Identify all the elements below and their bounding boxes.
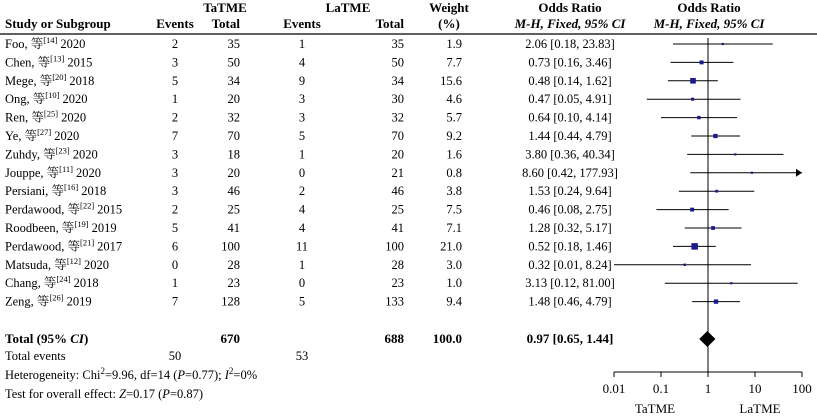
study-total1: 41 [227,221,240,235]
study-events1: 6 [171,239,179,254]
study-total2: 21 [391,165,404,180]
study-total1: 18 [227,147,240,162]
study-name: Foo, 等[14] 2020 [5,35,86,51]
study-events1: 2 [171,202,179,217]
study-weight: 7.1 [446,221,462,235]
study-name: Zeng, 等[26] 2019 [5,292,92,309]
study-weight: 7.5 [446,202,462,217]
study-total1: 35 [227,37,240,51]
study-ci: 1.53 [0.24, 9.64] [528,184,612,199]
study-name: Persiani, 等[16] 2018 [5,182,107,199]
study-events1: 5 [171,221,179,235]
study-events2: 1 [298,37,306,51]
study-events2: 9 [298,73,306,88]
overall-effect-text: Test for overall effect: Z=0.17 (P=0.87) [5,387,204,401]
study-total2: 25 [391,202,404,217]
study-events2: 4 [298,55,306,70]
study-weight: 21.0 [440,239,462,254]
total-weight-value: 100.0 [432,331,462,346]
axis-tick-label: 0.1 [652,381,670,396]
study-total2: 30 [391,92,404,107]
axis-tick-label: 1 [704,381,712,396]
study-total2: 28 [391,257,404,272]
study-weight: 3.8 [446,184,462,199]
study-ci: 0.32 [0.01, 8.24] [528,257,612,272]
study-name: Ong, 等[10] 2020 [5,90,88,107]
study-total1: 28 [227,257,240,272]
study-rows [5,35,618,309]
study-total1: 25 [227,202,240,217]
study-events1: 2 [171,37,179,51]
study-weight: 3.0 [446,257,462,272]
study-weight: 9.4 [446,294,462,309]
study-events1: 1 [171,276,179,291]
study-weight: 1.0 [446,276,462,291]
study-ci: 0.64 [0.10, 4.14] [528,110,612,125]
study-square [714,299,718,303]
study-name: Chang, 等[24] 2018 [5,274,99,291]
study-square [684,264,686,266]
study-total1: 70 [227,129,240,143]
study-ci: 0.73 [0.16, 3.46] [528,55,612,70]
axis-tick-label: 100 [792,381,812,396]
study-events2: 1 [298,257,306,272]
study-events1: 3 [171,55,179,70]
study-square [690,78,696,84]
study-events1: 0 [171,257,179,272]
study-name: Matsuda, 等[12] 2020 [5,255,109,272]
total2-value: 688 [384,331,404,346]
study-events1: 7 [171,294,179,309]
study-total1: 34 [227,73,240,88]
events2-header: Events [283,16,321,31]
study-name: Jouppe, 等[11] 2020 [5,163,102,180]
study-name: Zuhdy, 等[23] 2020 [5,145,98,162]
study-ci: 3.80 [0.36, 40.34] [525,147,615,162]
study-square [751,172,753,174]
heterogeneity-text: Heterogeneity: Chi$^2$=9.96, df=14 (P=0.77); $I^2=0\%$ [5,366,258,382]
study-weight: 9.2 [446,129,462,143]
group1-header: TaTME [203,0,247,15]
study-total2: 35 [391,37,404,51]
plot-method-header: M-H, Fixed, 95% CI [653,16,765,31]
study-square [697,116,700,119]
study-column-header: Study or Subgroup [5,16,111,31]
odds-ratio-header: Odds Ratio [538,0,602,15]
summary-diamond [699,331,715,347]
study-total1: 128 [221,294,240,309]
study-ci: 2.06 [0.18, 23.83] [525,37,615,51]
study-events2: 4 [298,221,306,235]
study-total1: 32 [227,110,240,125]
study-events1: 7 [171,129,179,143]
x-axis [603,372,812,416]
study-weight: 1.6 [446,147,462,162]
study-total2: 32 [391,110,404,125]
study-square [713,134,717,138]
total2-header: Total [375,16,404,31]
study-weight: 5.7 [446,110,462,125]
weight-unit-header: (%) [438,16,460,31]
events1-header: Events [156,16,194,31]
study-ci: 1.44 [0.44, 4.79] [528,129,612,143]
study-square [722,43,724,45]
study-total1: 20 [227,165,240,180]
study-total1: 23 [227,276,240,291]
study-total2: 20 [391,147,404,162]
weight-header: Weight [429,0,469,15]
study-square [691,98,694,101]
study-ci: 1.28 [0.32, 5.17] [528,221,612,235]
study-ci: 3.13 [0.12, 81.00] [525,276,615,291]
forest-plot-area [614,38,802,372]
study-events1: 1 [171,92,179,107]
study-name: Perdawood, 等[22] 2015 [5,200,123,217]
study-events2: 3 [298,92,306,107]
study-events2: 2 [298,184,306,199]
study-total2: 46 [391,184,404,199]
study-total2: 70 [391,129,404,143]
total-events-label: Total events [5,349,66,363]
study-events1: 2 [171,110,179,125]
study-name: Chen, 等[13] 2015 [5,53,93,70]
study-events2: 0 [298,165,306,180]
study-events2: 1 [298,147,306,162]
study-events1: 3 [171,147,179,162]
group2-header: LaTME [325,0,371,15]
study-events1: 3 [171,165,179,180]
study-weight: 1.9 [446,37,462,51]
study-events2: 5 [298,129,306,143]
study-ci: 1.48 [0.46, 4.79] [528,294,612,309]
study-total1: 50 [227,55,240,70]
study-events2: 4 [298,202,306,217]
study-weight: 7.7 [446,55,462,70]
total-ci-value: 0.97 [0.65, 1.44] [526,331,614,346]
total-label: Total (95% CI) [5,331,89,346]
study-ci: 0.48 [0.14, 1.62] [528,73,612,88]
study-events2: 11 [295,239,309,254]
study-name: Mege, 等[20] 2018 [5,71,95,88]
axis-tick-label: 0.01 [602,381,626,396]
study-square [734,153,736,155]
total1-header: Total [211,16,240,31]
study-events2: 3 [298,110,306,125]
study-square [690,208,694,212]
study-total1: 20 [227,92,240,107]
study-total2: 100 [385,239,404,254]
study-events1: 5 [171,73,179,88]
study-total2: 50 [391,55,404,70]
favours-right-label: LaTME [739,401,781,416]
axis-tick-label: 10 [748,381,762,396]
study-name: Roodbeen, 等[19] 2019 [5,219,117,235]
study-total1: 46 [227,184,240,199]
study-events1: 3 [171,184,179,199]
study-ci: 8.60 [0.42, 177.93] [522,165,618,180]
study-square [711,226,715,230]
study-ci: 0.47 [0.05, 4.91] [528,92,612,107]
study-events2: 5 [298,294,306,309]
total-events1-value: 50 [168,349,182,363]
study-events2: 0 [298,276,306,291]
study-total1: 100 [221,239,240,254]
study-weight: 0.8 [446,165,462,180]
study-total2: 41 [391,221,404,235]
study-name: Ye, 等[27] 2020 [5,127,80,143]
study-square [715,190,718,193]
study-ci: 0.52 [0.18, 1.46] [528,239,612,254]
study-square [730,282,732,284]
study-square [691,243,698,250]
study-name: Perdawood, 等[21] 2017 [5,237,123,254]
odds-ratio-method-header: M-H, Fixed, 95% CI [514,16,626,31]
favours-left-label: TaTME [634,401,676,416]
study-ci: 0.46 [0.08, 2.75] [528,202,612,217]
study-weight: 15.6 [440,73,462,88]
study-total2: 23 [391,276,404,291]
study-square [700,60,704,64]
study-total2: 34 [391,73,404,88]
plot-header: Odds Ratio [677,0,741,15]
study-total2: 133 [385,294,404,309]
total1-value: 670 [220,331,240,346]
ci-arrow [796,169,802,177]
study-weight: 4.6 [446,92,462,107]
study-name: Ren, 等[25] 2020 [5,108,87,125]
total-events2-value: 53 [295,349,309,363]
